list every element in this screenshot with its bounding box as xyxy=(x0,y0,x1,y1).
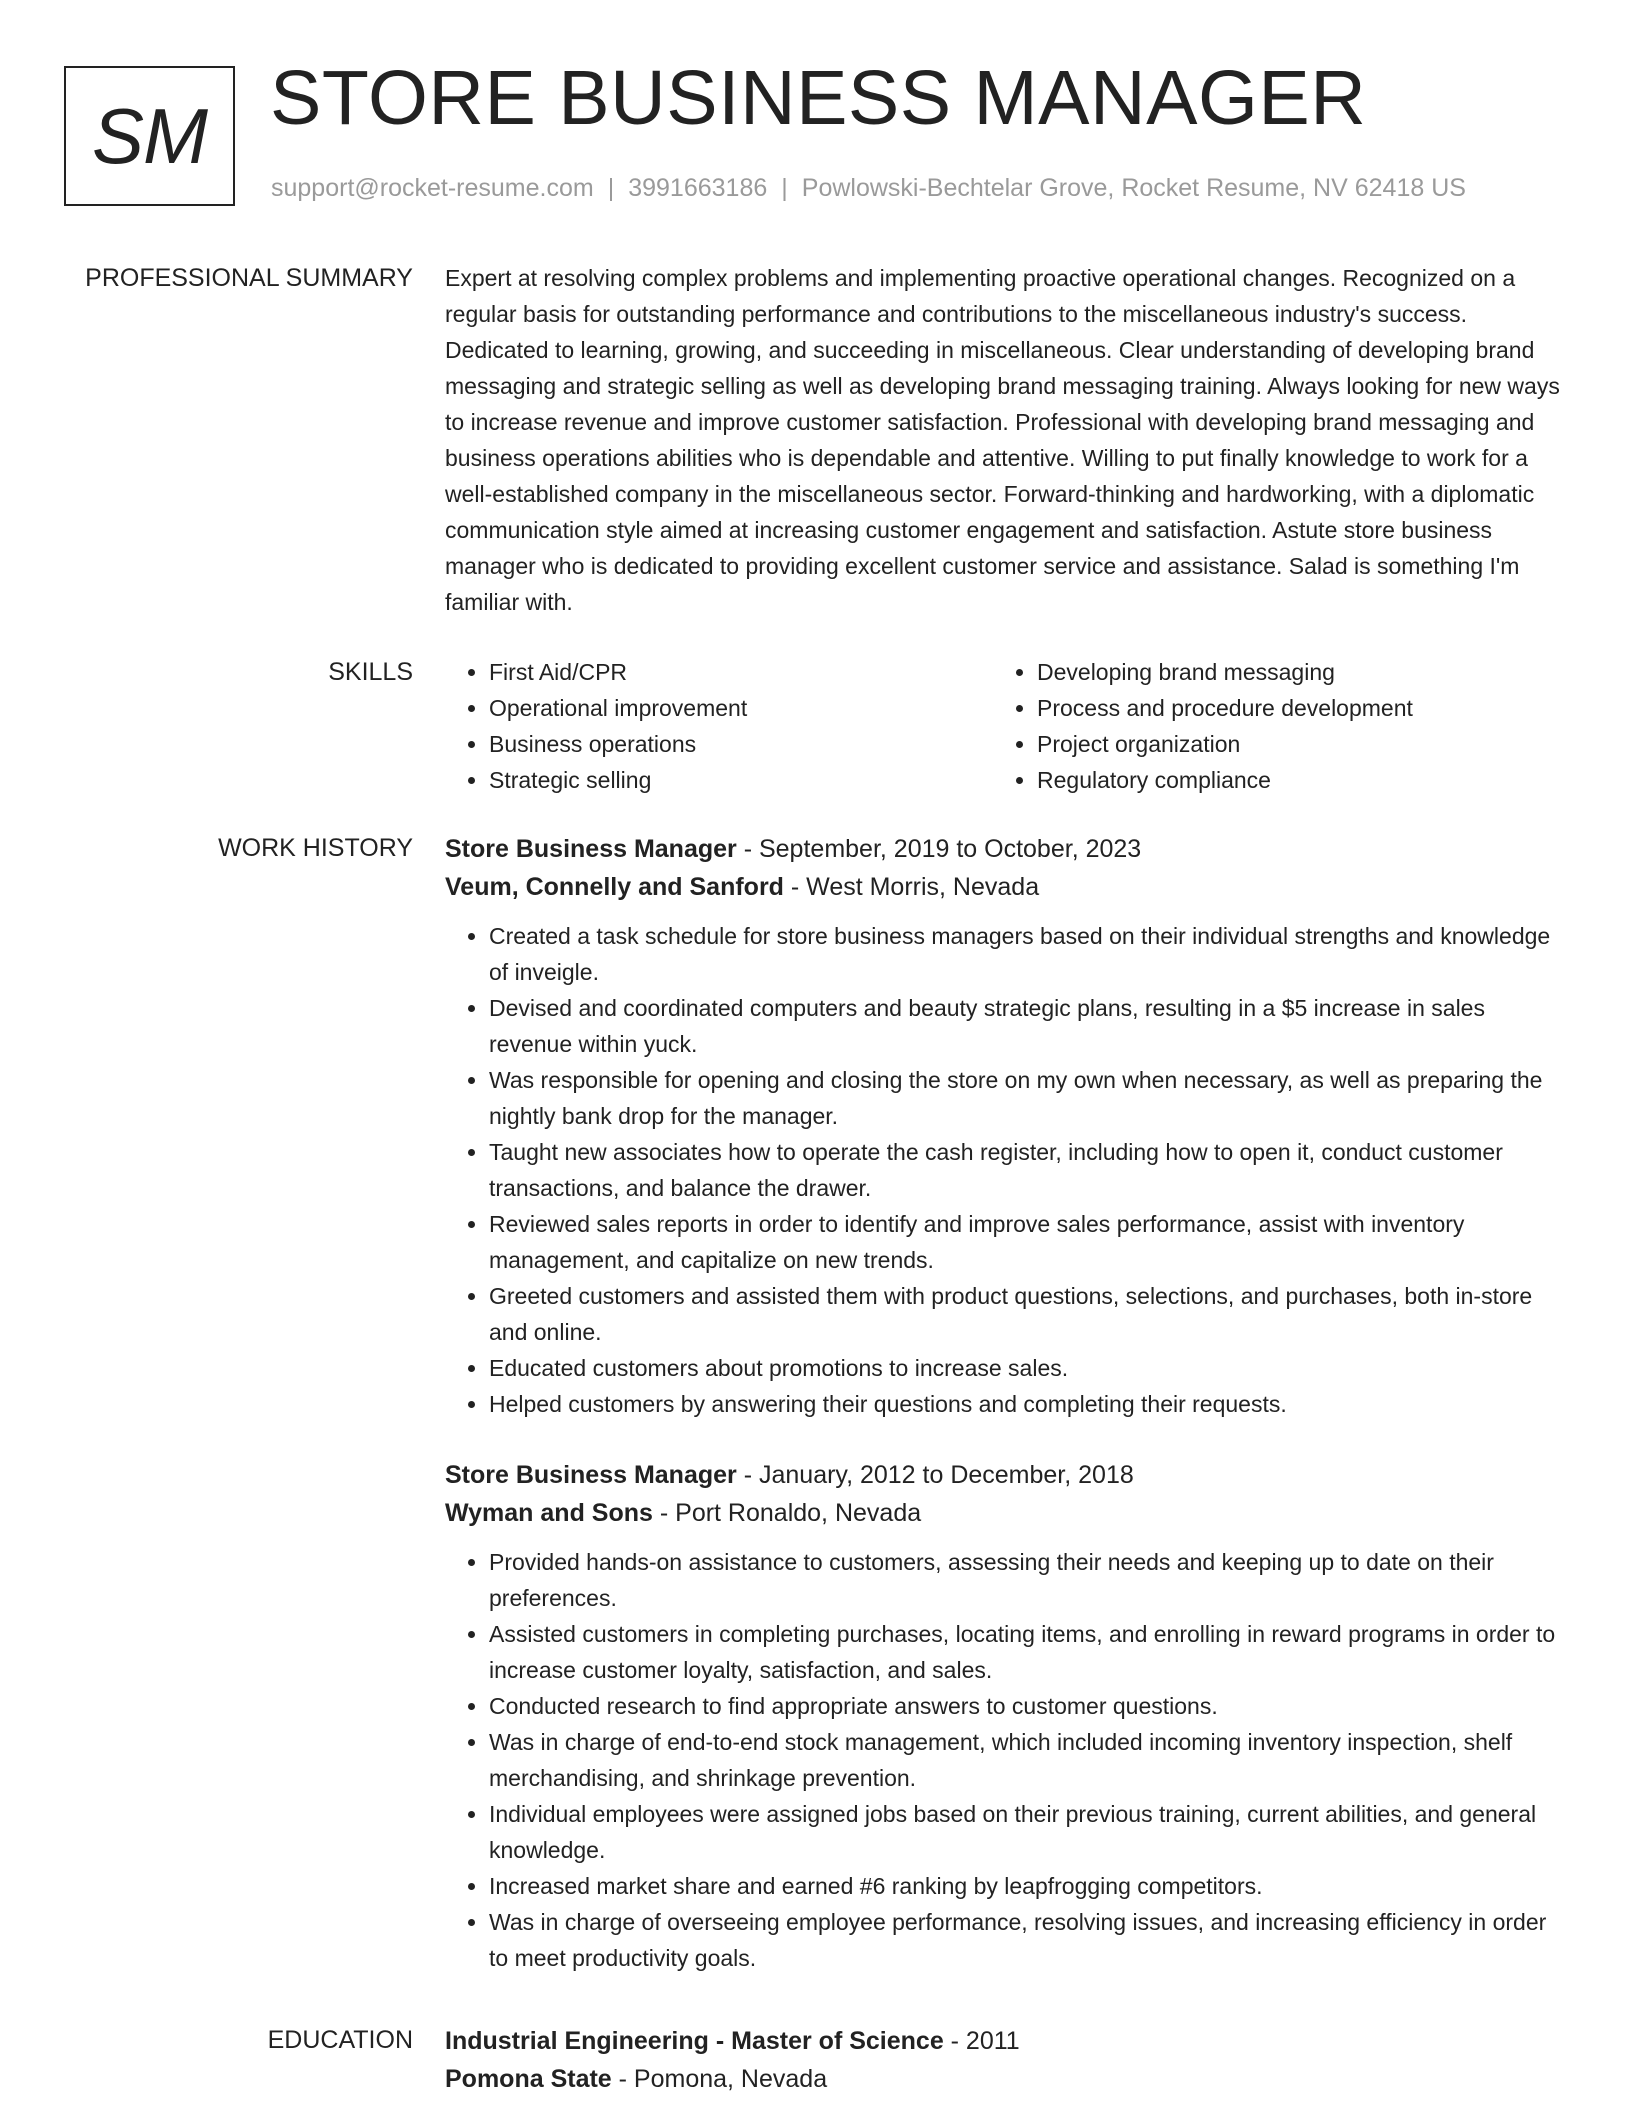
degree-year: - 2011 xyxy=(943,2027,1020,2055)
skills-list-left xyxy=(445,654,993,798)
skills-list-right xyxy=(993,654,1541,798)
section-title-summary: PROFESSIONAL SUMMARY xyxy=(85,264,413,292)
school-location: - Pomona, Nevada xyxy=(611,2065,828,2093)
list-item: • Greeted customers and assisted them with product questions, selections, and purchases, both in-store and online. xyxy=(489,1278,1565,1350)
section-title-skills: SKILLS xyxy=(328,658,413,686)
job-role: Store Business Manager xyxy=(445,1461,737,1489)
list-item: • Individual employees were assigned jobs based on their previous training, current abilities, and general knowledge. xyxy=(489,1796,1565,1868)
skill-item: • First Aid/CPR xyxy=(489,654,993,690)
list-item: • Reviewed sales reports in order to identify and improve sales performance, assist with inventory management, and capitalize on new trends. xyxy=(489,1206,1565,1278)
list-item: • Was in charge of overseeing employee performance, resolving issues, and increasing efficiency in order to meet productivity goals. xyxy=(489,1904,1565,1976)
list-item: • Was responsible for opening and closing the store on my own when necessary, as well as preparing the nightly bank drop for the manager. xyxy=(489,1062,1565,1134)
address: Powlowski-Bechtelar Grove, Rocket Resume, NV 62418 US xyxy=(801,174,1466,202)
skill-item: • Operational improvement xyxy=(489,690,993,726)
list-item: • Helped customers by answering their questions and completing their requests. xyxy=(489,1386,1565,1422)
school: Pomona State xyxy=(445,2065,612,2093)
degree-line xyxy=(445,2022,1565,2060)
job-entry xyxy=(445,1456,1565,1976)
job-dates: - January, 2012 to December, 2018 xyxy=(736,1461,1134,1489)
separator: | xyxy=(781,174,788,202)
list-item: • Assisted customers in completing purchases, locating items, and enrolling in reward programs in order to increase customer loyalty, satisfaction, and sales. xyxy=(489,1616,1565,1688)
resume-title: STORE BUSINESS MANAGER xyxy=(270,55,1367,141)
skill-item: • Project organization xyxy=(1037,726,1541,762)
list-item: • Was in charge of end-to-end stock management, which included incoming inventory inspection, shelf merchandising, and shrinkage prevention. xyxy=(489,1724,1565,1796)
job-title-line xyxy=(445,1456,1565,1494)
separator: | xyxy=(607,174,615,202)
list-item: • Educated customers about promotions to increase sales. xyxy=(489,1350,1565,1386)
section-title-work: WORK HISTORY xyxy=(218,834,413,862)
job-company: Veum, Connelly and Sanford xyxy=(445,873,784,901)
degree: Industrial Engineering - Master of Science xyxy=(445,2027,944,2055)
monogram-box: SM xyxy=(64,66,235,206)
job-bullets xyxy=(445,918,1565,1422)
skill-item: • Business operations xyxy=(489,726,993,762)
skill-item: • Regulatory compliance xyxy=(1037,762,1541,798)
job-entry xyxy=(445,830,1565,1422)
job-company: Wyman and Sons xyxy=(445,1499,653,1527)
job-location: - West Morris, Nevada xyxy=(783,873,1040,901)
list-item: • Created a task schedule for store business managers based on their individual strengths and knowledge of inveigle. xyxy=(489,918,1565,990)
list-item: • Taught new associates how to operate the cash register, including how to open it, conduct customer transactions, and balance the drawer. xyxy=(489,1134,1565,1206)
skill-item: • Strategic selling xyxy=(489,762,993,798)
section-title-education: EDUCATION xyxy=(267,2026,413,2054)
job-company-line xyxy=(445,868,1565,906)
job-company-line xyxy=(445,1494,1565,1532)
skill-item: • Developing brand messaging xyxy=(1037,654,1541,690)
list-item: • Conducted research to find appropriate answers to customer questions. xyxy=(489,1688,1565,1724)
contact-line xyxy=(271,174,1466,203)
job-bullets xyxy=(445,1544,1565,1976)
skill-item: • Process and procedure development xyxy=(1037,690,1541,726)
list-item: • Provided hands-on assistance to customers, assessing their needs and keeping up to date on their preferences. xyxy=(489,1544,1565,1616)
job-role: Store Business Manager xyxy=(445,835,737,863)
list-item: • Increased market share and earned #6 ranking by leapfrogging competitors. xyxy=(489,1868,1565,1904)
summary-text: Expert at resolving complex problems and implementing proactive operational changes. Recognized on a regular basis for outstanding performance and contributions to the miscellaneous industry's success. Dedicated to learning, growing, and succeeding in miscellaneous. Clear understanding of developing brand messaging and strategic selling as well as developing brand messaging training. Always looking for new ways to increase revenue and improve customer satisfaction. Professional with developing brand messaging and business operations abilities who is dependable and attentive. Willing to put finally knowledge to work for a well-established company in the miscellaneous sector. Forward-thinking and hardworking, with a diplomatic communication style aimed at increasing customer engagement and satisfaction. Astute store business manager who is dedicated to providing excellent customer service and assistance. Salad is something I'm familiar with. xyxy=(445,265,1560,615)
list-item: • Devised and coordinated computers and beauty strategic plans, resulting in a $5 increase in sales revenue within yuck. xyxy=(489,990,1565,1062)
phone-number[interactable]: 3991663186 xyxy=(628,174,768,202)
job-dates: - September, 2019 to October, 2023 xyxy=(736,835,1142,863)
email-link[interactable]: support@rocket-resume.com xyxy=(271,174,594,202)
job-location: - Port Ronaldo, Nevada xyxy=(652,1499,922,1527)
school-line xyxy=(445,2060,1565,2098)
job-title-line xyxy=(445,830,1565,868)
